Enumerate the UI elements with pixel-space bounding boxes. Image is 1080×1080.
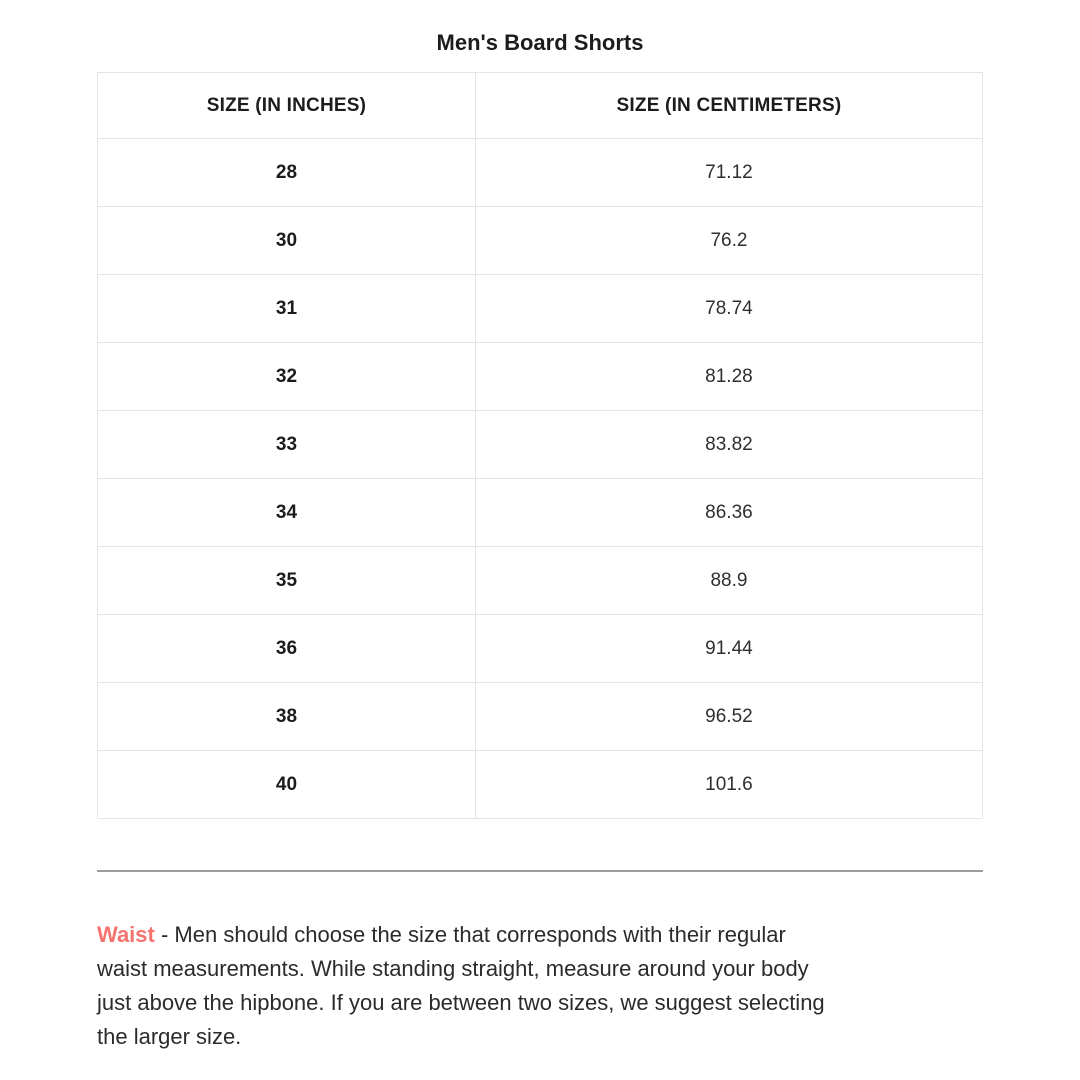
size-cm-cell: 83.82 [475, 411, 982, 479]
size-cm-cell: 88.9 [475, 547, 982, 615]
table-row [98, 751, 983, 819]
table-row [98, 207, 983, 275]
waist-note-text: - Men should choose the size that corresponds with their regular [160, 922, 786, 947]
size-inches-cell: 30 [98, 207, 476, 275]
table-row [98, 343, 983, 411]
size-inches-cell: 34 [98, 479, 476, 547]
table-row [98, 275, 983, 343]
size-inches-cell: 33 [98, 411, 476, 479]
size-cm-cell: 96.52 [475, 683, 982, 751]
size-inches-cell: 35 [98, 547, 476, 615]
size-cm-cell: 78.74 [475, 275, 982, 343]
size-inches-cell: 40 [98, 751, 476, 819]
waist-note-line [97, 918, 983, 952]
size-cm-cell: 81.28 [475, 343, 982, 411]
table-row [98, 139, 983, 207]
table-row [98, 479, 983, 547]
section-divider [97, 870, 983, 872]
waist-term: Waist [97, 922, 155, 947]
size-cm-cell: 101.6 [475, 751, 982, 819]
size-inches-cell: 36 [98, 615, 476, 683]
size-inches-cell: 32 [98, 343, 476, 411]
table-row [98, 615, 983, 683]
table-row [98, 411, 983, 479]
size-cm-cell: 71.12 [475, 139, 982, 207]
table-row [98, 547, 983, 615]
size-table [97, 72, 983, 819]
waist-note-line: waist measurements. While standing straight, measure around your body [97, 956, 809, 981]
size-inches-cell: 28 [98, 139, 476, 207]
size-cm-cell: 86.36 [475, 479, 982, 547]
header-size-inches: SIZE (IN INCHES) [98, 73, 476, 139]
page-title: Men's Board Shorts [436, 30, 644, 55]
size-cm-cell: 76.2 [475, 207, 982, 275]
size-inches-cell: 38 [98, 683, 476, 751]
table-header-row [98, 73, 983, 139]
table-row [98, 683, 983, 751]
header-size-centimeters: SIZE (IN CENTIMETERS) [475, 73, 982, 139]
waist-note-line: just above the hipbone. If you are between two sizes, we suggest selecting [97, 990, 825, 1015]
waist-note [97, 918, 983, 1054]
size-cm-cell: 91.44 [475, 615, 982, 683]
waist-note-line: the larger size. [97, 1024, 242, 1049]
size-inches-cell: 31 [98, 275, 476, 343]
